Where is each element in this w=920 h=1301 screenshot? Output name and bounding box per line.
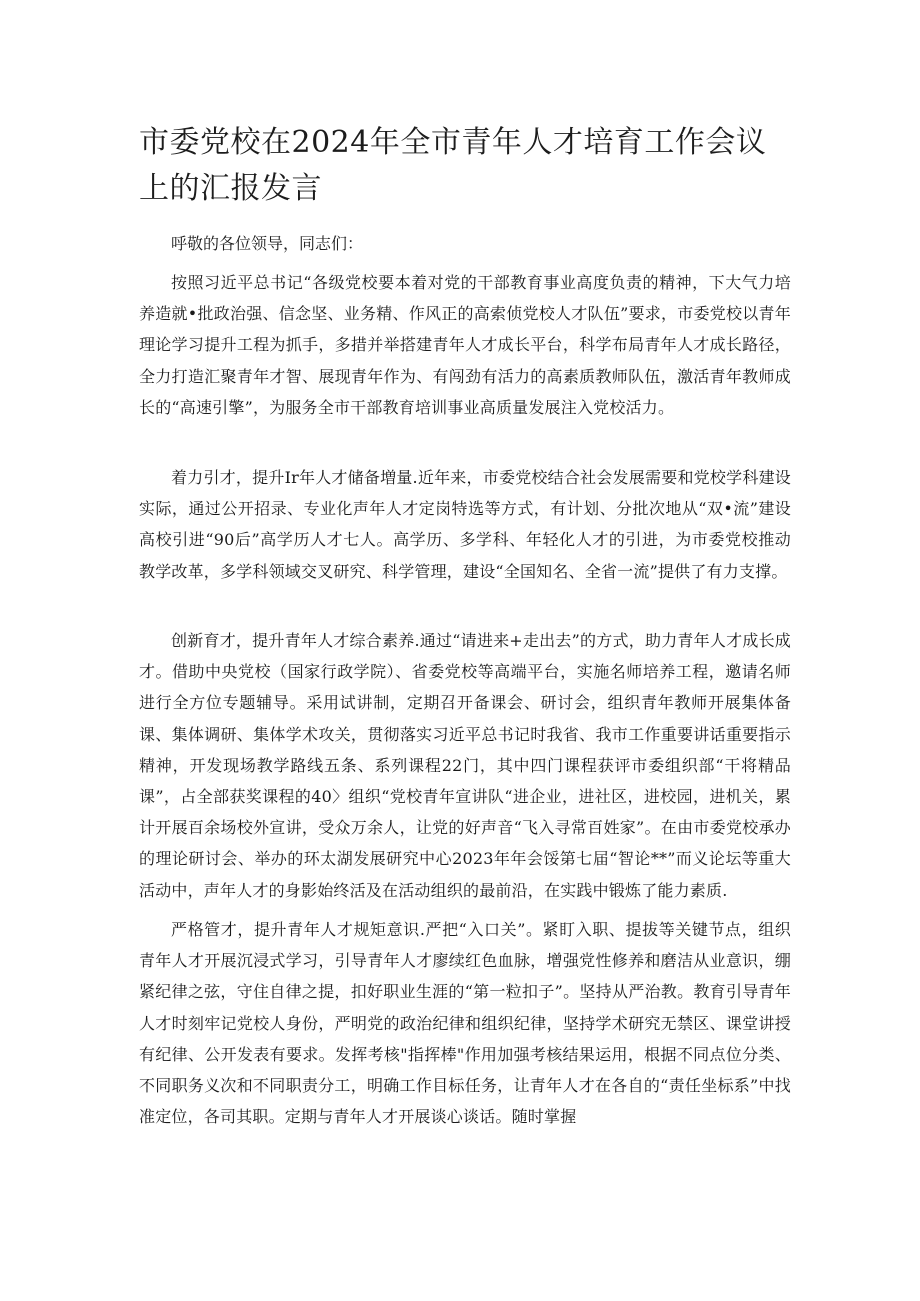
paragraph-2: 着力引才，提升Ir年人才储备増量.近年来，市委党校结合社会发展需要和党校学科建设实际，通过公开招录、专业化声年人才定岗特选等方式，有计划、分批次地从“双•流”建设高校引进“90后”高学历人才七人。高学历、多学科、年轻化人才的引进，为市委党校推动教学改革，多学科领域交叉研究、科学管理，建设“全国知名、全省一流”提供了有力支撑。: [139, 468, 791, 581]
document-title: 市委党校在2024年全市青年人才培育工作会议上的汇报发言: [139, 125, 767, 206]
paragraph-4: 严格管才，提升青年人才规矩意识.严把“入口关”。紧盯入职、提拔等关键节点，组织青年人才开展沉浸式学习，引导青年人才廖续红色血脉，增强党性修养和磨洁从业意识，绷紧纪律之弦，守住自律之提，扣好职业生涯的“第一粒扣子”。坚持从严治教。教育引导青年人才时刻牢记党校人身份，严明党的政治纪律和组织纪律，坚持学术研究无禁区、课堂讲授有纪律、公开发表有要求。发挥考核"指挥棒"作用加强考核结果运用，根据不同点位分类、不同职务义次和不同职责分工，明确工作目标任务，让青年人才在各自的“责任坐标系”中找准定位，各司其职。定期与青年人才开展谈心谈话。随时掌握: [139, 920, 791, 1127]
greeting: 呼敬的各位领导，同志们：: [171, 234, 364, 253]
paragraph-1: 按照习近平总书记“各级党校要本着对党的干部教育事业高度负责的精神，下大气力培养造就•批政治强、信念坚、业务精、作风正的高索侦党校人才队伍”要求，市委党校以青年理论学习提升工程为抓手，多措并举搭建青年人才成长平台，科学布局青年人才成长路径，全力打造汇聚青年才智、展现青年作为、有闯劲有活力的高素质教师队伍，激活青年教师成长的“高速引擎”，为服务全市干部教育培训事业高质量发展注入党校活力。: [139, 273, 791, 417]
document-page: [139, 0, 791, 1301]
paragraph-3: 创新育才，提升青年人才综合素养.通过“请进来+走出去”的方式，助力青年人才成长成才。借助中央党校（国家行政学院）、省委党校等高端平台，实施名师培养工程，邀请名师进行全方位专题辅导。采用试讲制，定期召开备课会、研讨会，组织青年教师开展集体备课、集体调研、集体学术攻关，贯彻落实习近平总书记时我省、我市工作重要讲话重要指示精神，开发现场教学路线五条、系列课程22门，其中四门课程获评市委组织部“干将精品课”，占全部获奖课程的40〉组织“党校青年宣讲队“进企业，进社区，进校园，进机关，累计开展百余场校外宣讲，受众万余人，让党的好声音“飞入寻常百姓家”。在由市委党校承办的理论研讨会、举办的环太湖发展研究中心2023年年会馁第七届“智论**”而义论坛等重大活动中，声年人才的身影始终活及在活动组织的最前沿，在实践中锻炼了能力素质.: [139, 631, 791, 900]
